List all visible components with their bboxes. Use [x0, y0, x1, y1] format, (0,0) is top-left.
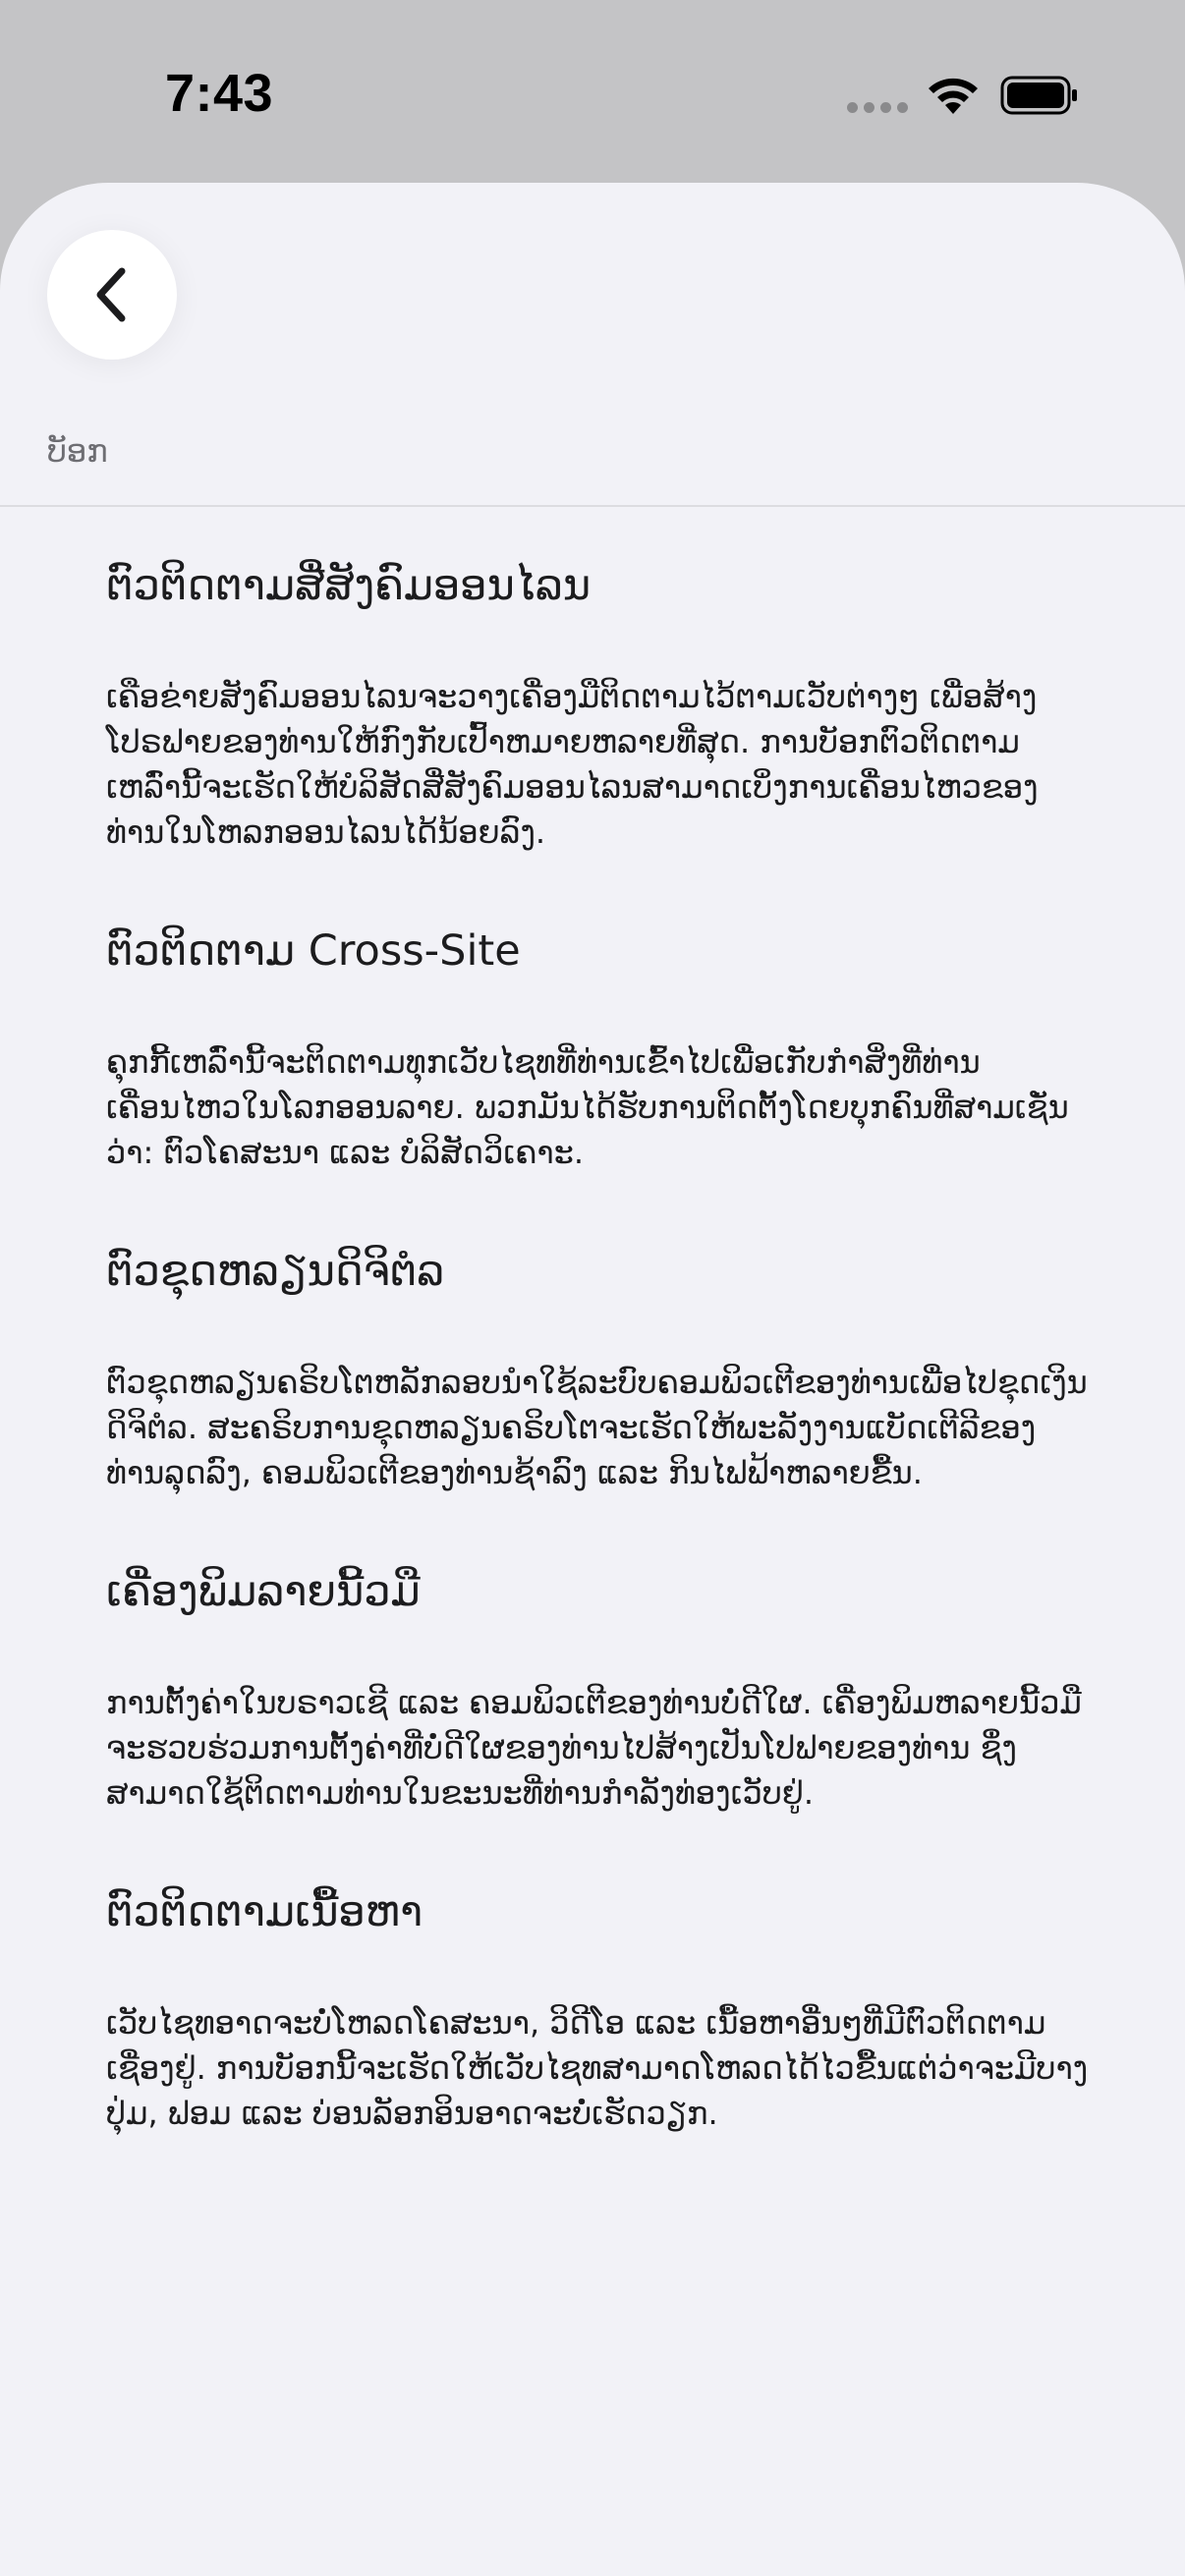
status-bar [0, 0, 1185, 183]
section-fingerprinters [106, 1562, 1089, 1816]
section-body: ຄຸກກີ້ເຫລົ່ານີ້ຈະຕິດຕາມທຸກເວັບໄຊທທີ່ທ່ານເຂົ້າໄປເພື່ອເກັບກຳສິ່ງທີ່ທ່ານເຄື່ອນໄຫວໃນໂລກອອນລາຍ. ພວກມັນໄດ້ຮັບການຕິດຕັ້ງໂດຍບຸກຄົນທີ່ສາມເຊັ່ນວ່າ: ຕົວໂຄສະນາ ແລະ ບໍລິສັດວິເຄາະ. [106, 1043, 1069, 1171]
status-time: 7:43 [165, 64, 274, 123]
wifi-icon [924, 73, 983, 116]
bottom-sheet [0, 183, 1185, 2576]
cellular-signal-icon [847, 102, 908, 113]
section-heading: ຕົວຂຸດຫລຽນດິຈິຕໍລ [106, 1247, 445, 1296]
nav-title: ບັອກ [47, 432, 108, 470]
battery-icon [1000, 75, 1079, 116]
section-cryptominers [106, 1242, 1089, 1495]
section-heading: ເຄື່ອງພິມລາຍນີ້ວມື [106, 1567, 421, 1616]
section-heading: ຕົວຕິດຕາມເນື້ອຫາ [106, 1887, 423, 1936]
section-body: ການຕັ້ງຄ່າໃນບຣາວເຊີ ແລະ ຄອມພິວເຕີຂອງທ່ານບໍ່ດີໃຜ. ເຄື່ອງພິມຫລາຍນີ້ວມືຈະຮວບຮ່ວມການຕັ້ງຄ່າທີ່ບໍ່ດີໃຜຂອງທ່ານໄປສ້າງເປັນໂປຟາຍຂອງທ່ານ ຊຶ່ງສາມາດໃຊ້ຕິດຕາມທ່ານໃນຂະນະທີ່ທ່ານກຳລັງທ່ອງເວັບຢູ່. [106, 1684, 1082, 1812]
back-button[interactable] [47, 230, 177, 360]
section-cross-site-trackers [106, 922, 1089, 1175]
section-body: ເຄືອຂ່າຍສັງຄົມອອນໄລນຈະວາງເຄື່ອງມືຕິດຕາມໄວ້ຕາມເວັບຕ່າງໆ ເພື່ອສ້າງໂປຣຟາຍຂອງທ່ານໃຫ້ກົງກັບເປົ້າຫມາຍຫລາຍທີ່ສຸດ. ການບັອກຕົວຕິດຕາມເຫລົ່ານີ້ຈະເຮັດໃຫ້ບໍລິສັດສື່ສັງຄົມອອນໄລນສາມາດເບິ່ງການເຄື່ອນໄຫວຂອງທ່ານໃນໂຫລກອອນໄລນໄດ້ນ້ອຍລົງ. [106, 678, 1039, 851]
section-heading: ຕົວຕິດຕາມສື່ສັງຄົມອອນໄລນ [106, 561, 592, 610]
section-heading: ຕົວຕິດຕາມ Cross-Site [106, 926, 521, 976]
header-divider [0, 505, 1185, 507]
section-content-trackers [106, 1882, 1089, 2136]
section-body: ຕົວຂຸດຫລຽນຄຣິບໂຕຫລັກລອບນຳໃຊ້ລະບົບຄອມພິວເຕີຂອງທ່ານເພື່ອໄປຂຸດເງິນດິຈິຕໍລ. ສະຄຣິບການຂຸດຫລຽນຄຣິບໂຕຈະເຮັດໃຫ້ພະລັງງານແບັດເຕີລີຂອງທ່ານລຸດລົງ, ຄອມພິວເຕີຂອງທ່ານຊ້າລົງ ແລະ ກິນໄຟຟ້າຫລາຍຂື້ນ. [106, 1364, 1088, 1491]
section-body: ເວັບໄຊທອາດຈະບໍ່ໂຫລດໂຄສະນາ, ວິດີໂອ ແລະ ເນື້ອຫາອື່ນໆທີ່ມີຕົວຕິດຕາມເຊື່ອງຢູ່. ການບັອກນີ້ຈະເຮັດໃຫ້ເວັບໄຊທສາມາດໂຫລດໄດ້ໄວຂື້ນແຕ່ວ່າຈະມີບາງປຸ່ມ, ຟອມ ແລະ ບ່ອນລັອກອິນອາດຈະບໍ່ເຮັດວຽກ. [106, 2004, 1089, 2132]
tracker-info-list [106, 556, 1089, 2203]
section-social-trackers [106, 556, 1089, 855]
chevron-left-icon [90, 265, 134, 324]
